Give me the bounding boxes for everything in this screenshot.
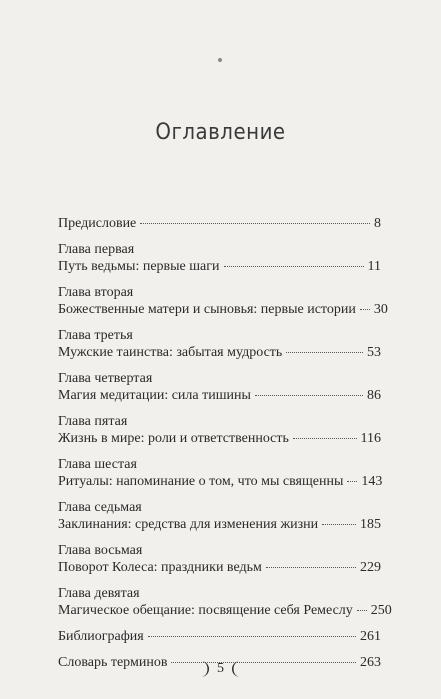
toc-page-number: 11 [367,259,381,274]
toc-entry-title: Магия медитации: сила тишины [58,388,251,403]
dot-leader [360,309,370,310]
toc-row [58,215,381,233]
dot-leader [148,636,356,637]
toc-row [58,559,381,577]
table-of-contents [58,215,392,680]
toc-row [58,628,381,646]
toc-page-number: 8 [374,216,381,231]
toc-row [58,430,381,448]
toc-row [58,602,392,620]
toc-entry [58,284,388,319]
toc-page-number: 30 [373,302,388,317]
dot-leader [322,524,356,525]
chapter-label: Глава девятая [58,586,140,601]
toc-entry [58,585,392,620]
toc-page-number: 185 [360,517,381,532]
chapter-label: Глава третья [58,328,133,343]
toc-row [58,473,381,491]
waning-moon-icon [230,660,244,678]
chapter-label: Глава вторая [58,285,134,300]
dot-leader [140,223,370,224]
toc-entry-title: Поворот Колеса: праздники ведьм [58,560,262,575]
toc-page-number: 263 [360,655,381,670]
toc-page-number: 53 [367,345,381,360]
chapter-label: Глава восьмая [58,543,143,558]
chapter-label: Глава шестая [58,457,137,472]
toc-entry-title: Ритуалы: напоминание о том, что мы священны [58,474,344,489]
page-title: Оглавление [155,120,286,145]
page-number: 5 [217,661,224,676]
toc-row [58,258,381,276]
chapter-label: Глава пятая [58,414,128,429]
toc-entry [58,327,381,362]
toc-entry [58,215,381,233]
chapter-label: Глава четвертая [58,371,153,386]
toc-page-number: 229 [360,560,381,575]
toc-page-number: 116 [360,431,381,446]
toc-entry-title: Жизнь в мире: роли и ответственность [58,431,289,446]
chapter-label: Глава седьмая [58,500,142,515]
toc-entry-title: Словарь терминов [58,655,168,670]
toc-entry [58,628,381,646]
dot-leader [347,481,357,482]
toc-entry-title: Путь ведьмы: первые шаги [58,259,220,274]
dot-leader [255,395,363,396]
dot-leader [293,438,357,439]
toc-page-number: 261 [360,629,381,644]
toc-entry-title: Божественные матери и сыновья: первые истории [58,302,356,317]
toc-entry-title: Библиография [58,629,144,644]
toc-row [58,301,388,319]
toc-row [58,516,381,534]
toc-entry-title: Заклинания: средства для изменения жизни [58,517,319,532]
toc-page-number: 250 [370,603,392,618]
toc-entry [58,370,381,405]
page-dot [218,58,222,62]
chapter-label: Глава первая [58,242,135,257]
toc-entry-title: Магическое обещание: посвящение себя Ремеслу [58,603,353,618]
dot-leader [224,266,364,267]
toc-entry [58,413,381,448]
dot-leader [266,567,356,568]
dot-leader [357,610,367,611]
dot-leader [286,352,363,353]
toc-page-number: 143 [361,474,383,489]
toc-entry [58,542,381,577]
toc-page-number: 86 [367,388,381,403]
toc-entry [58,499,381,534]
toc-entry-title: Предисловие [58,216,137,231]
toc-entry [58,456,381,491]
toc-entry-title: Мужские таинства: забытая мудрость [58,345,283,360]
page-footer [0,660,441,678]
toc-row [58,387,381,405]
toc-entry [58,241,381,276]
toc-row [58,344,381,362]
waxing-moon-icon [197,660,211,678]
